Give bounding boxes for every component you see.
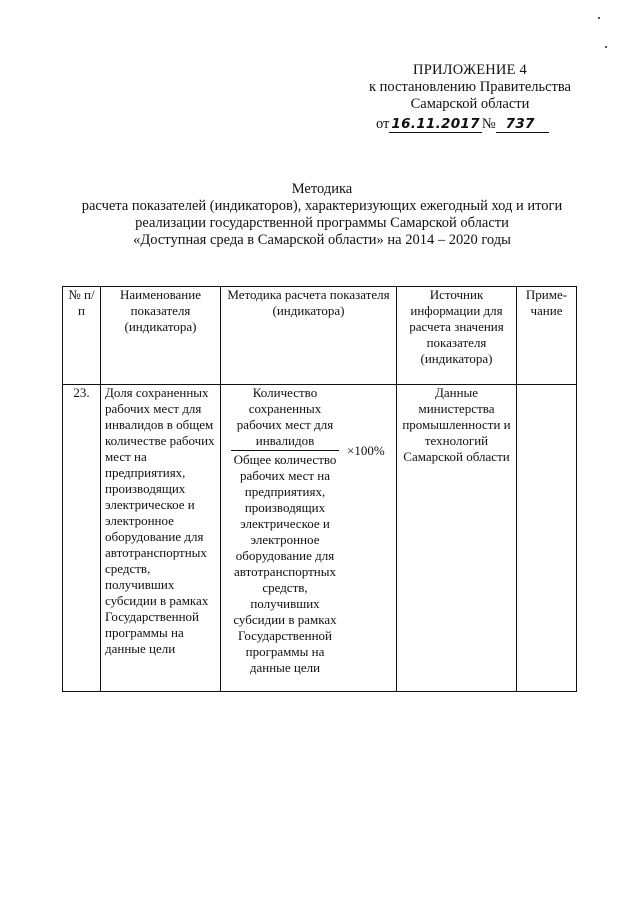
formula-numerator: Количество сохраненных рабочих мест для инвалидов (231, 385, 339, 451)
formula-denominator: Общее количество рабочих мест на предприятиях, производящих электрическое и электронное оборудование для автотранспортных средств, получивших субсидии в рамках Государственной программы на данные цели (233, 452, 337, 675)
methodology-title: Методика (291, 181, 353, 197)
row-number: 23. (63, 385, 101, 692)
appendix-block (360, 62, 580, 113)
number-prefix: № (481, 116, 496, 132)
scan-speck (598, 17, 600, 19)
formula (225, 385, 392, 676)
header-name: Наименование показателя (индикатора) (101, 287, 221, 385)
formula-multiplier: ×100% (347, 443, 385, 458)
handwritten-number: 737 (496, 116, 549, 133)
header-num: № п/п (63, 287, 101, 385)
indicators-table (62, 286, 577, 692)
indicator-name: Доля сохраненных рабочих мест для инвалидов в общем количестве рабочих мест на предприятиях, производящих электрическое и электронное оборудование для автотранспортных средств, получивших субсидии в рамках Государственной программы на данные цели (101, 385, 221, 692)
calculation-method (221, 385, 397, 692)
header-note: Приме-чание (517, 287, 577, 385)
methodology-subtitle-1: расчета показателей (индикаторов), характеризующих ежегодный ход и итоги (81, 198, 563, 214)
handwritten-date: 16.11.2017 (391, 116, 480, 132)
scan-speck (605, 46, 607, 48)
methodology-subtitle-2: реализации государственной программы Самарской области (135, 215, 509, 231)
data-source: Данные министерства промышленности и технологий Самарской области (397, 385, 517, 692)
methodology-heading (52, 181, 592, 249)
table-row (63, 385, 577, 692)
appendix-line-2: Самарской области (410, 96, 530, 112)
header-source: Источник информации для расчета значения показателя (индикатора) (397, 287, 517, 385)
note-cell (517, 385, 577, 692)
header-method: Методика расчета показателя (индикатора) (221, 287, 397, 385)
appendix-title: ПРИЛОЖЕНИЕ 4 (413, 62, 527, 78)
methodology-subtitle-3: «Доступная среда в Самарской области» на 2014 – 2020 годы (133, 232, 511, 248)
resolution-date-line (376, 116, 576, 133)
date-prefix: от (376, 116, 390, 132)
appendix-line-1: к постановлению Правительства (369, 79, 571, 95)
table-header-row (63, 287, 577, 385)
